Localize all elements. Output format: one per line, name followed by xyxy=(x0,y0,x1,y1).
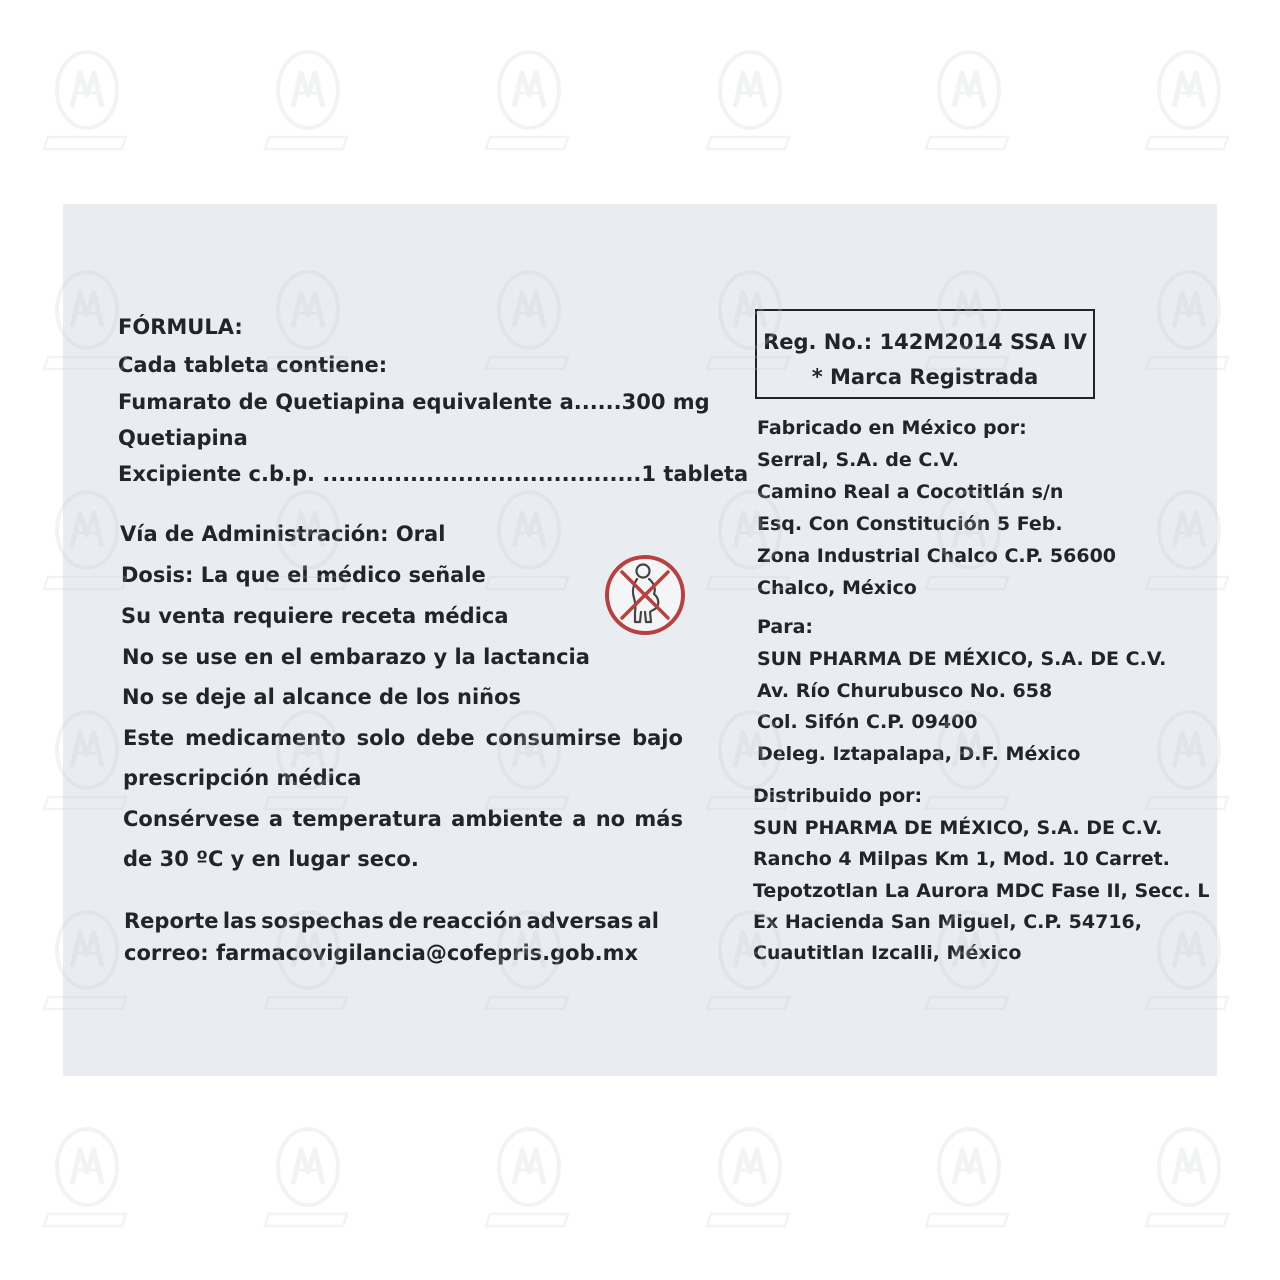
word: más xyxy=(634,807,683,831)
word: al xyxy=(637,909,659,933)
no-pregnancy-icon xyxy=(602,552,688,638)
watermark-logo-icon xyxy=(1144,45,1234,155)
watermark-logo-icon xyxy=(924,1122,1014,1232)
word: reacción xyxy=(421,909,523,933)
address-line: Rancho 4 Milpas Km 1, Mod. 10 Carret. xyxy=(753,848,1170,870)
word: bajo xyxy=(632,726,683,750)
word: no xyxy=(595,807,626,831)
distributor-heading: Distribuido por: xyxy=(753,785,923,807)
word: solo xyxy=(356,726,406,750)
word: de xyxy=(388,909,418,933)
watermark-logo-icon xyxy=(484,45,574,155)
word: las xyxy=(222,909,257,933)
address-line: Col. Sifón C.P. 09400 xyxy=(757,711,978,733)
word: temperatura xyxy=(292,807,442,831)
word: Reporte xyxy=(124,909,219,933)
word: a xyxy=(572,807,587,831)
formula-line: Quetiapina xyxy=(118,426,248,450)
word: Consérvese xyxy=(123,807,260,831)
word: a xyxy=(268,807,284,831)
storage-line xyxy=(123,809,683,830)
address-line: Cuautitlan Izcalli, México xyxy=(753,942,1022,964)
address-line: Tepotzotlan La Aurora MDC Fase II, Secc. L xyxy=(753,880,1210,902)
formula-title: FÓRMULA: xyxy=(118,315,243,339)
word: ambiente xyxy=(451,807,563,831)
formula-line: Fumarato de Quetiapina equivalente a......300 mg xyxy=(118,390,710,414)
dose-text: Dosis: La que el médico señale xyxy=(121,563,486,587)
registration-number: Reg. No.: 142M2014 SSA IV xyxy=(763,330,1087,354)
report-line xyxy=(124,911,659,932)
word: sospechas xyxy=(261,909,384,933)
report-email-line: correo: farmacovigilancia@cofepris.gob.mx xyxy=(124,941,639,965)
package-label xyxy=(63,204,1217,1076)
registration-box xyxy=(755,309,1095,399)
for-company-name: SUN PHARMA DE MÉXICO, S.A. DE C.V. xyxy=(757,648,1167,670)
watermark-logo-icon xyxy=(42,45,132,155)
address-line: Ex Hacienda San Miguel, C.P. 54716, xyxy=(753,911,1142,933)
address-line: Esq. Con Constitución 5 Feb. xyxy=(757,513,1063,535)
storage-line: de 30 ºC y en lugar seco. xyxy=(123,847,419,871)
watermark-logo-icon xyxy=(1144,1122,1234,1232)
watermark-logo-icon xyxy=(924,45,1014,155)
address-line: Deleg. Iztapalapa, D.F. México xyxy=(757,743,1081,765)
address-line: Av. Río Churubusco No. 658 xyxy=(757,680,1053,702)
watermark-logo-icon xyxy=(42,1122,132,1232)
watermark-logo-icon xyxy=(263,45,353,155)
word: medicamento xyxy=(185,726,346,750)
prescription-text: Su venta requiere receta médica xyxy=(121,604,509,628)
manufacturer-heading: Fabricado en México por: xyxy=(757,417,1027,439)
watermark-logo-icon xyxy=(263,1122,353,1232)
for-heading: Para: xyxy=(757,616,814,638)
medical-use-line: prescripción médica xyxy=(123,766,362,790)
distributor-name: SUN PHARMA DE MÉXICO, S.A. DE C.V. xyxy=(753,817,1163,839)
formula-line: Cada tableta contiene: xyxy=(118,353,388,377)
medical-use-line xyxy=(123,728,683,749)
address-line: Camino Real a Cocotitlán s/n xyxy=(757,481,1064,503)
trademark-note: * Marca Registrada xyxy=(811,365,1039,389)
manufacturer-name: Serral, S.A. de C.V. xyxy=(757,449,960,471)
address-line: Chalco, México xyxy=(757,577,917,599)
address-line: Zona Industrial Chalco C.P. 56600 xyxy=(757,545,1117,567)
pregnancy-warning-text: No se use en el embarazo y la lactancia xyxy=(122,645,590,669)
children-warning-text: No se deje al alcance de los niños xyxy=(122,685,522,709)
watermark-logo-icon xyxy=(705,1122,795,1232)
word: debe xyxy=(416,726,475,750)
formula-line: Excipiente c.b.p. ........................................1 tableta xyxy=(118,462,749,486)
watermark-logo-icon xyxy=(484,1122,574,1232)
word: adversas xyxy=(526,909,634,933)
word: Este xyxy=(123,726,175,750)
word: consumirse xyxy=(485,726,622,750)
watermark-logo-icon xyxy=(705,45,795,155)
route-text: Vía de Administración: Oral xyxy=(120,522,446,546)
